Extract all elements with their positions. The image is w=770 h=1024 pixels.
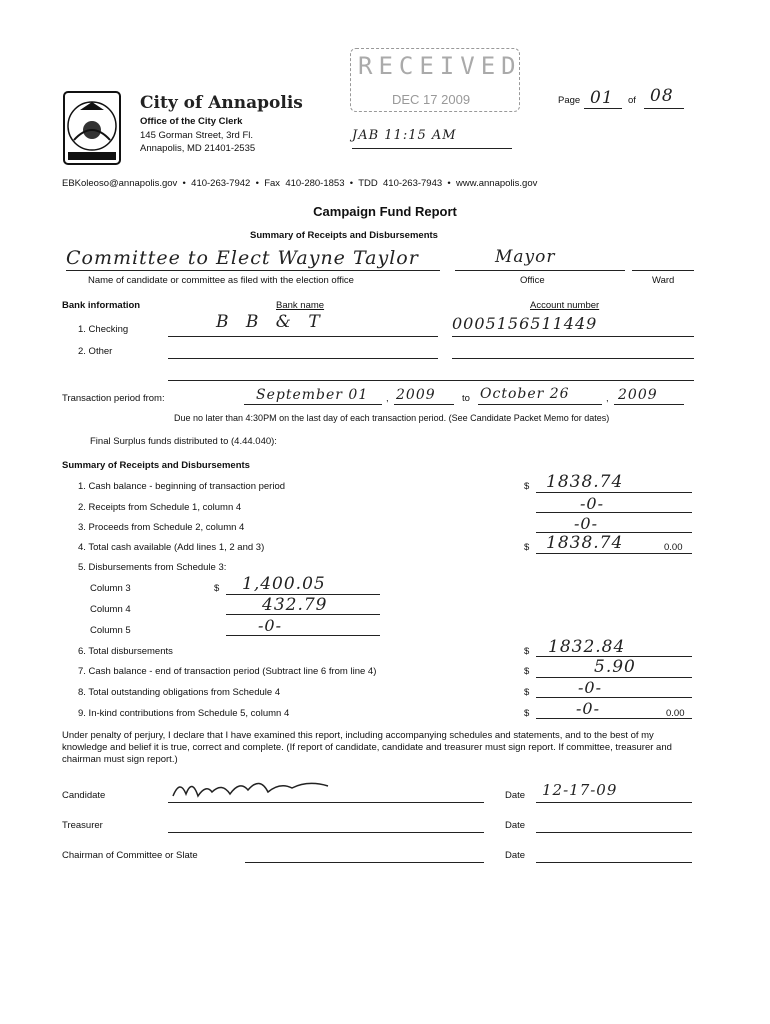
col5-value: -0- xyxy=(258,616,282,635)
account-number-header: Account number xyxy=(530,300,600,311)
period-from-date: September 01 xyxy=(256,387,369,403)
of-label: of xyxy=(628,95,636,106)
col3-value: 1,400.05 xyxy=(242,574,326,594)
treasurer-label: Treasurer xyxy=(62,820,103,831)
col4-value: 432.79 xyxy=(262,595,328,615)
surplus-note: Final Surplus funds distributed to (4.44.040): xyxy=(90,436,277,447)
ward-label: Ward xyxy=(652,275,675,286)
page-subtitle: Summary of Receipts and Disbursements xyxy=(250,230,438,241)
candidate-signature xyxy=(168,774,338,809)
committee-name-value: Committee to Elect Wayne Taylor xyxy=(66,247,419,269)
address-line-1: 145 Gorman Street, 3rd Fl. xyxy=(140,130,253,141)
line1-label: 1. Cash balance - beginning of transaction period xyxy=(78,481,286,492)
candidate-date-value: 12-17-09 xyxy=(542,781,618,799)
line7-dollar: $ xyxy=(524,666,530,677)
page-number: 01 xyxy=(590,88,614,108)
line4-value: 1838.74 xyxy=(546,533,624,553)
chairman-label: Chairman of Committee or Slate xyxy=(62,850,198,861)
line9-value: -0- xyxy=(576,699,600,718)
contact-line: EBKoleoso@annapolis.gov • 410-263-7942 • Fax 410-280-1853 • TDD 410-263-7943 • www.annapolis.gov xyxy=(62,178,538,189)
line1-value: 1838.74 xyxy=(546,472,624,492)
checking-label: 1. Checking xyxy=(78,324,129,335)
line4-printed: 0.00 xyxy=(664,542,683,553)
other-label: 2. Other xyxy=(78,346,113,357)
col3-dollar: $ xyxy=(214,583,220,594)
period-note: Due no later than 4:30PM on the last day of each transaction period. (See Candidate Packet Memo for dates) xyxy=(174,413,610,423)
line4-dollar: $ xyxy=(524,542,530,553)
col3-label: Column 3 xyxy=(90,583,131,594)
checking-account-value: 0005156511449 xyxy=(452,314,598,333)
office-name: Office of the City Clerk xyxy=(140,116,243,127)
page-title xyxy=(0,204,770,219)
col5-label: Column 5 xyxy=(90,625,131,636)
period-to-label: to xyxy=(462,393,470,404)
line9-label: 9. In-kind contributions from Schedule 5, column 4 xyxy=(78,708,290,719)
line4-label: 4. Total cash available (Add lines 1, 2 and 3) xyxy=(78,542,265,553)
treasurer-date-label: Date xyxy=(505,820,526,831)
city-name: City of Annapolis xyxy=(140,93,303,113)
line9-printed: 0.00 xyxy=(666,708,685,719)
line2-value: -0- xyxy=(580,494,604,513)
line3-value: -0- xyxy=(574,514,598,533)
page-label: Page xyxy=(558,95,581,106)
line7-value: 5.90 xyxy=(594,657,636,677)
line6-dollar: $ xyxy=(524,646,530,657)
line8-value: -0- xyxy=(578,678,602,697)
bank-section-label: Bank information xyxy=(62,300,141,311)
line8-label: 8. Total outstanding obligations from Schedule 4 xyxy=(78,687,281,698)
line5-label: 5. Disbursements from Schedule 3: xyxy=(78,562,227,573)
period-label: Transaction period from: xyxy=(62,393,165,404)
candidate-label: Candidate xyxy=(62,790,106,801)
committee-name-label: Name of candidate or committee as filed with the election office xyxy=(88,275,354,286)
page-total: 08 xyxy=(650,86,674,106)
city-seal-logo xyxy=(62,90,122,166)
received-stamp-text: RECEIVED xyxy=(358,52,522,80)
declaration-text: Under penalty of perjury, I declare that I have examined this report, including accompanying schedules and statements, and to the best of my knowledge and belief it is true, correct and complete. (If report of candidate, candidate and treasurer must sign report. If committee, treasurer and chairman must sign report.) xyxy=(62,730,672,765)
line9-dollar: $ xyxy=(524,708,530,719)
checking-bank-value: B B & T xyxy=(216,312,326,332)
line6-value: 1832.84 xyxy=(548,637,626,657)
bank-name-header: Bank name xyxy=(276,300,325,311)
period-from-year: 2009 xyxy=(396,387,436,403)
candidate-date-label: Date xyxy=(505,790,526,801)
period-to-date: October 26 xyxy=(480,386,570,402)
line6-label: 6. Total disbursements xyxy=(78,646,173,657)
stamp-time: JAB 11:15 AM xyxy=(352,128,457,143)
line2-label: 2. Receipts from Schedule 1, column 4 xyxy=(78,502,242,513)
chairman-date-label: Date xyxy=(505,850,526,861)
stamp-date: DEC 17 2009 xyxy=(392,92,471,107)
address-line-2: Annapolis, MD 21401-2535 xyxy=(140,143,256,154)
col4-label: Column 4 xyxy=(90,604,131,615)
line1-dollar: $ xyxy=(524,481,530,492)
period-to-year: 2009 xyxy=(618,387,658,403)
office-value: Mayor xyxy=(495,247,556,267)
line7-label: 7. Cash balance - end of transaction period (Subtract line 6 from line 4) xyxy=(78,666,377,677)
line8-dollar: $ xyxy=(524,687,530,698)
office-label: Office xyxy=(520,275,545,286)
page-title-text: Campaign Fund Report xyxy=(313,204,457,219)
line3-label: 3. Proceeds from Schedule 2, column 4 xyxy=(78,522,245,533)
summary-heading: Summary of Receipts and Disbursements xyxy=(62,460,250,471)
